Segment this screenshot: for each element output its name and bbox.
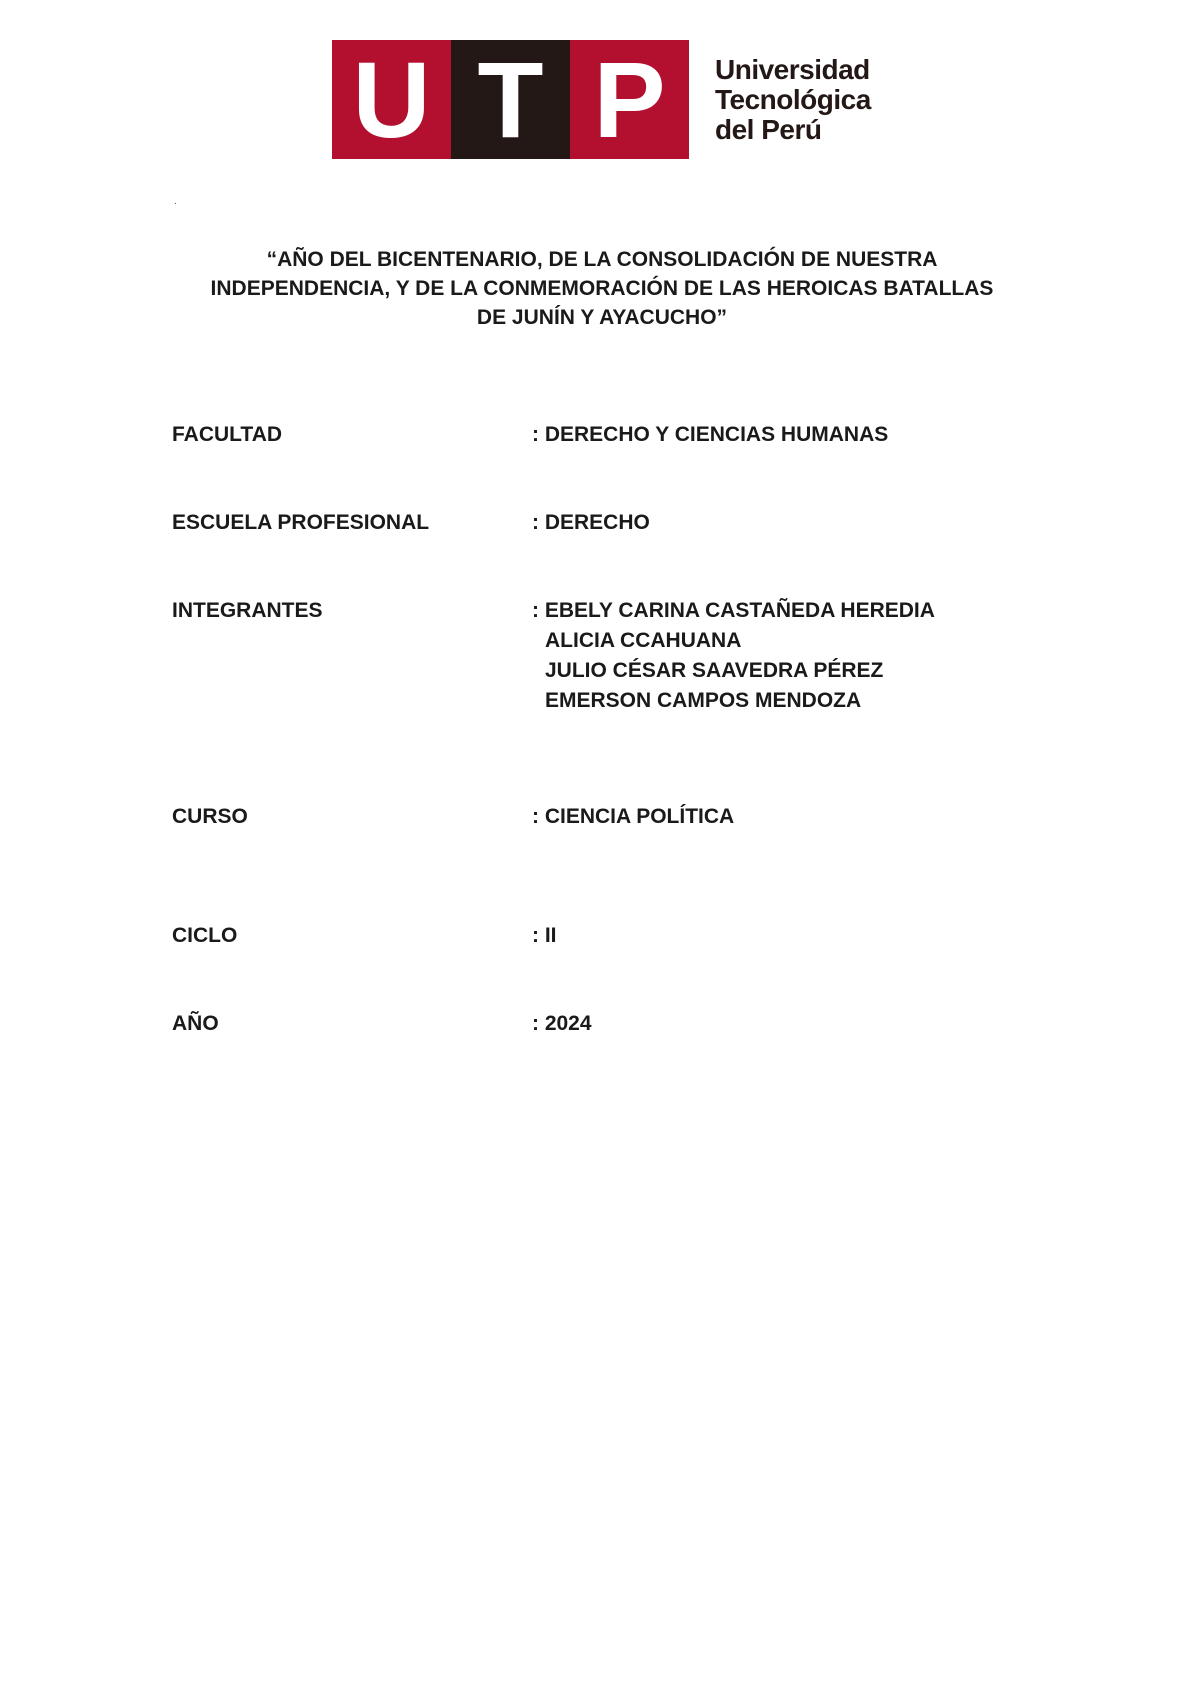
ciclo-label: CICLO [172,924,238,947]
university-name [715,55,871,145]
ciclo-value: : II [532,924,557,947]
year-motto-line-1: “AÑO DEL BICENTENARIO, DE LA CONSOLIDACIÓN DE NUESTRA [266,248,938,271]
member-name: JULIO CÉSAR SAAVEDRA PÉREZ [545,659,884,682]
member-name: : EBELY CARINA CASTAÑEDA HEREDIA [532,599,935,622]
university-name-line-3: del Perú [715,113,822,145]
anio-value: : 2024 [532,1012,592,1035]
member-name: EMERSON CAMPOS MENDOZA [545,689,862,712]
integrantes-list [532,596,935,716]
year-motto-line-2: INDEPENDENCIA, Y DE LA CONMEMORACIÓN DE LAS HEROICAS BATALLAS [210,277,994,300]
year-motto-line-3: DE JUNÍN Y AYACUCHO” [476,306,728,329]
logo-letter-p: P [570,40,689,159]
facultad-value: : DERECHO Y CIENCIAS HUMANAS [532,423,889,446]
escuela-label: ESCUELA PROFESIONAL [172,511,430,534]
utp-logo [332,40,871,159]
escuela-value: : DERECHO [532,511,650,534]
stray-mark: . [174,196,177,207]
university-name-line-2: Tecnológica [715,83,871,115]
logo-letter-t: T [451,40,570,159]
university-name-line-1: Universidad [715,53,870,85]
anio-label: AÑO [172,1012,219,1035]
curso-label: CURSO [172,805,248,828]
curso-value: : CIENCIA POLÍTICA [532,805,735,828]
facultad-label: FACULTAD [172,423,283,446]
year-motto [150,245,1054,332]
logo-letter-u: U [332,40,451,159]
member-name: ALICIA CCAHUANA [545,629,742,652]
integrantes-label: INTEGRANTES [172,599,323,622]
